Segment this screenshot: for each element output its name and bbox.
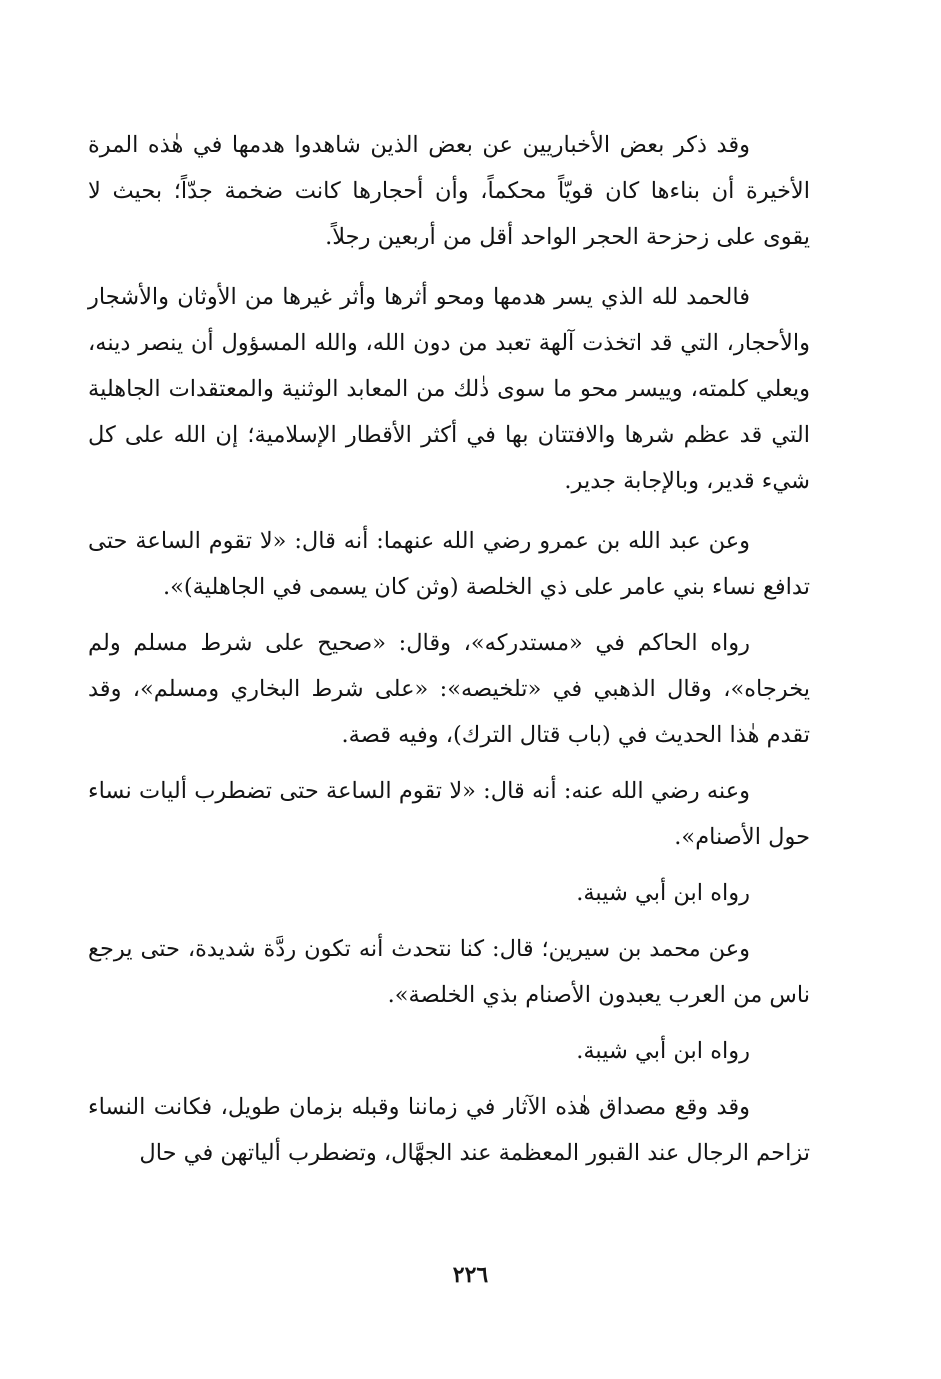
paragraph-5: وعنه رضي الله عنه: أنه قال: «لا تقوم الساعة حتى تضطرب أليات نساء حول الأصنام». [88,778,810,850]
paragraph-1: وقد ذكر بعض الأخباريين عن بعض الذين شاهدوا هدمها في هٰذه المرة الأخيرة أن بناءها كان قويّاً محكماً، وأن أحجارها كانت ضخمة جدّاً؛ بحيث لا يقوى على زحزحة الحجر الواحد أقل من أربعين رجلاً. [88,132,810,250]
body-text [88,122,810,1176]
paragraph-9: وقد وقع مصداق هٰذه الآثار في زماننا وقبله بزمان طويل، فكانت النساء تزاحم الرجال عند القبور المعظمة عند الجهَّال، وتضطرب ألياتهن في حال [88,1094,810,1166]
paragraph-6: رواه ابن أبي شيبة. [576,880,750,906]
paragraph-8: رواه ابن أبي شيبة. [576,1038,750,1064]
paragraph-2: فالحمد لله الذي يسر هدمها ومحو أثرها وأثر غيرها من الأوثان والأشجار والأحجار، التي قد اتخذت آلهة تعبد من دون الله، والله المسؤول أن ينصر دينه، ويعلي كلمته، وييسر محو ما سوى ذٰلك من المعابد الوثنية والمعتقدات الجاهلية التي قد عظم شرها والافتتان بها في أكثر الأقطار الإسلامية؛ إن الله على كل شيء قدير، وبالإجابة جدير. [88,284,810,494]
paragraph-7: وعن محمد بن سيرين؛ قال: كنا نتحدث أنه تكون ردَّة شديدة، حتى يرجع ناس من العرب يعبدون الأصنام بذي الخلصة». [88,936,810,1008]
page-number: ٢٢٦ [452,1262,489,1288]
paragraph-4: رواه الحاكم في «مستدركه»، وقال: «صحيح على شرط مسلم ولم يخرجاه»، وقال الذهبي في «تلخيصه»: «على شرط البخاري ومسلم»، وقد تقدم هٰذا الحديث في (باب قتال الترك)، وفيه قصة. [88,630,810,748]
paragraph-3: وعن عبد الله بن عمرو رضي الله عنهما: أنه قال: «لا تقوم الساعة حتى تدافع نساء بني عامر على ذي الخلصة (وثن كان يسمى في الجاهلية)». [88,528,810,600]
